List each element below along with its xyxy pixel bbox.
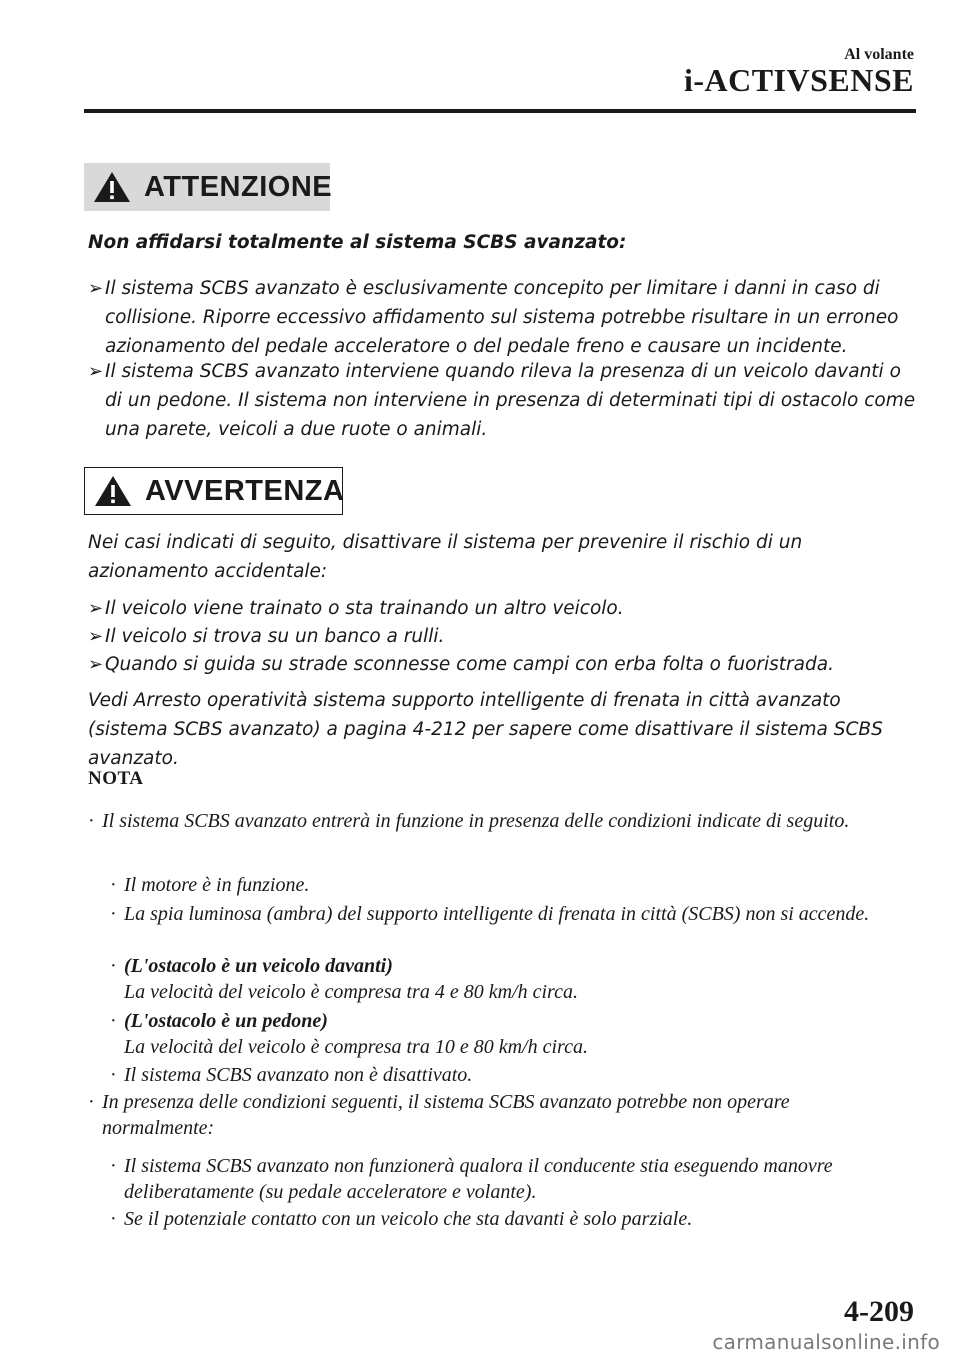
chapter-title: i-ACTIVSENSE — [683, 62, 914, 98]
arrow-bullet-icon: ➢ — [88, 278, 104, 299]
arrow-bullet-icon: ➢ — [88, 598, 104, 619]
section-label: Al volante — [844, 46, 914, 63]
arrow-bullet-icon: ➢ — [88, 361, 104, 382]
dot-bullet-icon: · — [88, 1091, 95, 1113]
dot-bullet-icon: · — [110, 1064, 117, 1086]
dot-bullet-icon: · — [110, 874, 117, 896]
nota-exception: · Se il potenziale contatto con un veicolo che sta davanti è solo parziale. — [110, 1208, 693, 1230]
dot-bullet-icon: · — [110, 1155, 117, 1177]
attenzione-item: ➢ Il sistema SCBS avanzato interviene quando rileva la presenza di un veicolo davanti o di un pedone. Il sistema non interviene in presenza di determinati tipi di ostacolo come una parete, veicoli a due ruote o animali. — [88, 357, 918, 444]
nota-condition: · Il sistema SCBS avanzato non è disattivato. — [110, 1064, 473, 1086]
condition-detail: La velocità del veicolo è compresa tra 10 e 80 km/h circa. — [124, 1036, 588, 1058]
avvertenza-item: ➢ Il veicolo viene trainato o sta trainando un altro veicolo. — [88, 594, 918, 623]
page-number: 4-209 — [844, 1295, 914, 1328]
attenzione-callout — [84, 163, 333, 211]
nota-condition — [110, 1008, 870, 1060]
condition-detail: La velocità del veicolo è compresa tra 4 e 80 km/h circa. — [124, 981, 578, 1003]
dot-bullet-icon: · — [88, 810, 95, 832]
warning-triangle-icon — [92, 170, 132, 204]
watermark: carmanualsonline.info — [712, 1330, 940, 1354]
dot-bullet-icon: · — [110, 1208, 117, 1230]
condition-heading: (L'ostacolo è un pedone) — [124, 1010, 328, 1032]
attenzione-label: ATTENZIONE — [144, 170, 333, 203]
avvertenza-label: AVVERTENZA — [145, 474, 345, 507]
avvertenza-callout — [84, 467, 343, 515]
nota-condition: · La spia luminosa (ambra) del supporto intelligente di frenata in città (SCBS) non si accende. — [110, 903, 870, 925]
dot-bullet-icon: · — [110, 903, 117, 925]
nota-item: · Il sistema SCBS avanzato entrerà in funzione in presenza delle condizioni indicate di seguito. — [88, 810, 850, 832]
arrow-bullet-icon: ➢ — [88, 626, 104, 647]
avvertenza-intro: Nei casi indicati di seguito, disattivare il sistema per prevenire il rischio di un azionamento accidentale: — [88, 532, 803, 582]
attenzione-item: ➢ Il sistema SCBS avanzato è esclusivamente concepito per limitare i danni in caso di collisione. Riporre eccessivo affidamento sul sistema potrebbe risultare in un erroneo azionamento del pedale acceleratore o del pedale freno e causare un incidente. — [88, 274, 918, 361]
header-rule — [84, 109, 916, 113]
nota-exception: · Il sistema SCBS avanzato non funzionerà qualora il conducente stia eseguendo manovre deliberatamente (su pedale acceleratore e volante). — [110, 1155, 833, 1203]
attenzione-lead: Non affidarsi totalmente al sistema SCBS avanzato: — [88, 232, 627, 253]
condition-heading: (L'ostacolo è un veicolo davanti) — [124, 955, 393, 977]
arrow-bullet-icon: ➢ — [88, 654, 104, 675]
dot-bullet-icon: · — [110, 955, 117, 977]
nota-condition: · Il motore è in funzione. — [110, 874, 310, 896]
avvertenza-item: ➢ Quando si guida su strade sconnesse come campi con erba folta o fuoristrada. — [88, 650, 918, 679]
nota-title: NOTA — [88, 768, 144, 789]
avvertenza-item: ➢ Il veicolo si trova su un banco a rulli. — [88, 622, 918, 651]
nota-item: · In presenza delle condizioni seguenti, il sistema SCBS avanzato potrebbe non operare normalmente: — [88, 1091, 790, 1139]
warning-triangle-icon — [93, 474, 133, 508]
nota-condition — [110, 953, 870, 1005]
dot-bullet-icon: · — [110, 1010, 117, 1032]
avvertenza-outro: Vedi Arresto operatività sistema supporto intelligente di frenata in città avanzato (sistema SCBS avanzato) a pagina 4-212 per sapere come disattivare il sistema SCBS avanzato. — [88, 690, 883, 769]
